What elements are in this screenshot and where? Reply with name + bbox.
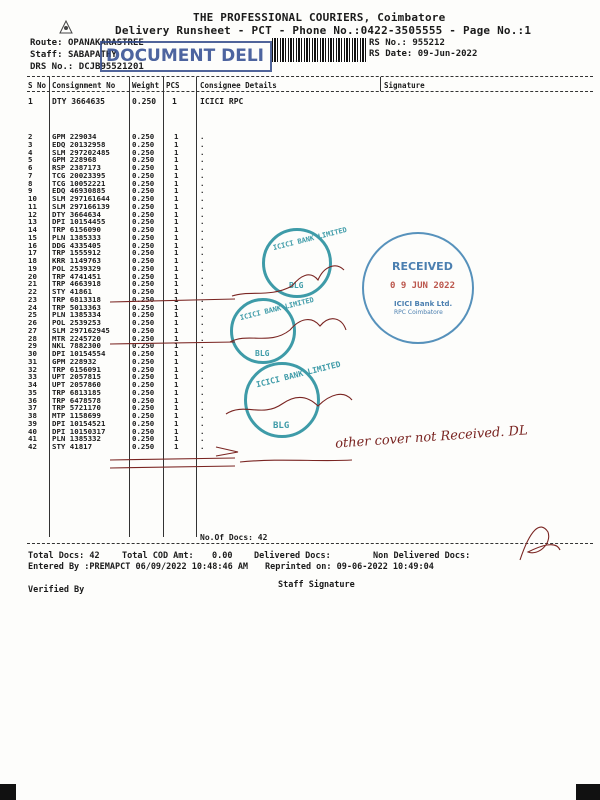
row-consignment: DPI 10150317 <box>52 426 106 436</box>
row-pcs: 1 <box>174 155 179 165</box>
row-pcs: 1 <box>174 209 179 219</box>
row-sno: 10 <box>28 194 37 203</box>
bank-stamp-1-blg: BLG <box>289 281 304 290</box>
company-name: THE PROFESSIONAL COURIERS, Coimbatore <box>193 11 446 24</box>
row-consignment: TRP 5721170 <box>52 403 101 413</box>
rs-no-value: 955212 <box>412 38 445 48</box>
row-consignee: . <box>200 263 205 273</box>
total-docs: Total Docs: 42 <box>28 551 100 561</box>
row-consignment: DPI 10154521 <box>52 418 106 428</box>
row-consignment: PLN 1385334 <box>52 310 101 320</box>
drs-label: DRS No.: <box>30 62 74 72</box>
col-consignee: Consignee Details <box>200 81 277 90</box>
signature-scribble-3 <box>226 394 352 414</box>
row-consignee: . <box>200 418 205 428</box>
row-pcs: 1 <box>174 248 179 258</box>
bank-stamp-1-text: ICICI BANK LIMITED <box>272 225 348 253</box>
row-consignment: UPT 2057860 <box>52 380 101 389</box>
row-pcs: 1 <box>174 380 179 389</box>
row-weight: 0.250 <box>132 155 155 165</box>
row-consignment: GPM 228932 <box>52 356 97 366</box>
row-consignment: DPI 10154554 <box>52 349 106 358</box>
strike-line-35 <box>110 458 235 460</box>
row-sno: 22 <box>28 287 37 296</box>
staff-value: SABAPATHY <box>67 50 117 60</box>
row-consignee: . <box>200 287 205 296</box>
row-sno: 2 <box>28 132 33 141</box>
row-consignment: RSP 2387173 <box>52 163 101 172</box>
row-sno: 16 <box>28 240 37 250</box>
row-consignment: KRR 1149763 <box>52 256 101 265</box>
no-of-docs: No.Of Docs: 42 <box>200 533 268 542</box>
row-pcs: 1 <box>174 194 179 203</box>
row-weight: 0.250 <box>132 139 155 149</box>
row-pcs: 1 <box>174 147 179 157</box>
row-pcs: 1 <box>174 372 179 382</box>
row-sno: 18 <box>28 256 37 265</box>
row-consignment: GPM 228968 <box>52 155 97 165</box>
row-consignee: . <box>200 194 205 203</box>
row-consignment: DDG 4335405 <box>52 240 101 250</box>
row-pcs: 1 <box>174 364 179 374</box>
received-stamp-date: 0 9 JUN 2022 <box>390 281 456 291</box>
row-sno: 27 <box>28 325 37 335</box>
non-delivered-docs: Non Delivered Docs: <box>373 551 471 561</box>
row-consignment: GPM 229034 <box>52 132 97 141</box>
document-delivery-stamp: DOCUMENT DELI <box>100 41 272 72</box>
row-consignee: . <box>200 186 205 196</box>
col-weight: Weight <box>132 81 160 90</box>
rs-date-value: 09-Jun-2022 <box>417 49 478 59</box>
row-consignee: . <box>200 442 205 451</box>
row-consignee: . <box>200 217 205 227</box>
handwritten-note: other cover not Received. DL <box>334 423 529 452</box>
received-stamp-org1: ICICI Bank Ltd. <box>394 300 453 308</box>
row-consignment: SLM 297166139 <box>52 201 110 211</box>
row-consignment: EDQ 46930885 <box>52 186 106 196</box>
row-sno: 24 <box>28 302 37 312</box>
row-consignment: TRP 4741451 <box>52 271 101 281</box>
row-weight: 0.250 <box>132 248 155 258</box>
row-consignment: STY 41861 <box>52 287 93 296</box>
row-consignment: TRP 6156090 <box>52 225 101 234</box>
bank-stamp-2-text: ICICI BANK LIMITED <box>239 295 315 323</box>
row-weight: 0.250 <box>132 364 155 374</box>
row-pcs: 1 <box>174 201 179 211</box>
row-consignee: . <box>200 163 205 172</box>
row-weight: 0.250 <box>132 356 155 366</box>
bank-stamp-3-text: ICICI BANK LIMITED <box>255 359 342 390</box>
total-cod-label: Total COD Amt: <box>122 551 194 561</box>
row-weight: 0.250 <box>132 256 155 265</box>
row-consignee: . <box>200 380 205 389</box>
row-weight: 0.250 <box>132 442 155 451</box>
row-weight: 0.250 <box>132 418 155 428</box>
row-weight: 0.250 <box>132 263 155 273</box>
row-sno: 32 <box>28 364 37 374</box>
row-sno: 42 <box>28 442 37 451</box>
row-sno: 25 <box>28 310 37 320</box>
row-sno: 11 <box>28 201 37 211</box>
row-consignee: . <box>200 372 205 382</box>
row-weight: 0.250 <box>132 132 155 141</box>
row-consignment: MTR 2245720 <box>52 333 101 343</box>
row-weight: 0.250 <box>132 287 155 296</box>
row-sno: 6 <box>28 163 33 172</box>
row-pcs: 1 <box>174 240 179 250</box>
row-pcs: 1 <box>174 356 179 366</box>
row-weight: 0.250 <box>132 310 155 320</box>
row-sno: 31 <box>28 356 37 366</box>
col-consignment: Consignment No <box>52 81 116 90</box>
row-pcs: 1 <box>174 434 179 444</box>
row-weight: 0.250 <box>132 194 155 203</box>
row-consignment: POL 2539329 <box>52 263 101 273</box>
row-1-consignment: DTY 3664635 <box>52 97 105 106</box>
row-consignment: SLM 297202485 <box>52 147 110 157</box>
strike-line-23 <box>110 342 235 344</box>
bank-stamp-2-blg: BLG <box>255 349 270 358</box>
row-sno: 7 <box>28 170 33 180</box>
staff-label: Staff: <box>30 50 63 60</box>
row-pcs: 1 <box>174 411 179 420</box>
row-consignee: . <box>200 201 205 211</box>
row-consignee: . <box>200 341 205 351</box>
received-stamp-title: RECEIVED <box>392 260 453 273</box>
row-consignment: TRP 6813318 <box>52 294 101 304</box>
row-sno: 40 <box>28 426 37 436</box>
row-sno: 12 <box>28 209 37 219</box>
row-weight: 0.250 <box>132 318 155 327</box>
row-weight: 0.250 <box>132 163 155 172</box>
row-weight: 0.250 <box>132 387 155 397</box>
row-sno: 15 <box>28 232 37 242</box>
row-consignment: PLN 1385333 <box>52 232 101 242</box>
row-1-consignee: ICICI RPC <box>200 97 244 106</box>
row-weight: 0.250 <box>132 349 155 358</box>
row-pcs: 1 <box>174 170 179 180</box>
row-pcs: 1 <box>174 442 179 451</box>
strike-line-19 <box>110 299 235 302</box>
row-consignment: TRP 6156091 <box>52 364 101 374</box>
row-pcs: 1 <box>174 263 179 273</box>
row-consignee: . <box>200 271 205 281</box>
row-consignee: . <box>200 240 205 250</box>
row-sno: 34 <box>28 380 37 389</box>
strike-line-36 <box>110 466 235 468</box>
received-stamp-org2: RPC Coimbatore <box>394 309 443 316</box>
row-weight: 0.250 <box>132 271 155 281</box>
row-consignee: . <box>200 139 205 149</box>
signature-scribble-1 <box>232 266 344 296</box>
row-consignee: . <box>200 294 205 304</box>
margin-signature <box>520 527 560 560</box>
row-weight: 0.250 <box>132 341 155 351</box>
row-consignee: . <box>200 333 205 343</box>
col-pcs: PCS <box>166 81 180 90</box>
runsheet-title: Delivery Runsheet - PCT - Phone No.:0422-3505555 - Page No.:1 <box>115 24 532 37</box>
row-weight: 0.250 <box>132 201 155 211</box>
row-weight: 0.250 <box>132 380 155 389</box>
row-pcs: 1 <box>174 302 179 312</box>
row-consignee: . <box>200 232 205 242</box>
row-pcs: 1 <box>174 318 179 327</box>
row-sno: 37 <box>28 403 37 413</box>
row-consignment: TCG 10052221 <box>52 178 106 188</box>
row-sno: 4 <box>28 147 33 157</box>
row-weight: 0.250 <box>132 186 155 196</box>
row-weight: 0.250 <box>132 403 155 413</box>
row-sno: 33 <box>28 372 37 382</box>
row-consignee: . <box>200 155 205 165</box>
row-consignment: MTP 1158699 <box>52 411 101 420</box>
row-consignment: SLM 297162945 <box>52 325 110 335</box>
row-consignee: . <box>200 225 205 234</box>
row-sno: 20 <box>28 271 37 281</box>
row-sno: 17 <box>28 248 37 258</box>
row-pcs: 1 <box>174 287 179 296</box>
row-1-weight: 0.250 <box>132 97 157 106</box>
row-sno: 3 <box>28 139 33 149</box>
row-consignment: TRP 6478578 <box>52 395 101 405</box>
row-weight: 0.250 <box>132 178 155 188</box>
row-pcs: 1 <box>174 325 179 335</box>
row-weight: 0.250 <box>132 302 155 312</box>
row-sno: 13 <box>28 217 37 227</box>
row-sno: 28 <box>28 333 37 343</box>
row-pcs: 1 <box>174 139 179 149</box>
row-pcs: 1 <box>174 132 179 141</box>
row-sno: 8 <box>28 178 33 188</box>
row-pcs: 1 <box>174 403 179 413</box>
rs-date-label: RS Date: <box>369 49 413 59</box>
row-sno: 9 <box>28 186 33 196</box>
row-sno: 23 <box>28 294 37 304</box>
row-pcs: 1 <box>174 217 179 227</box>
row-consignment: TRP 1555912 <box>52 248 101 258</box>
row-weight: 0.250 <box>132 294 155 304</box>
row-consignment: SLM 297161644 <box>52 194 110 203</box>
row-pcs: 1 <box>174 395 179 405</box>
row-weight: 0.250 <box>132 232 155 242</box>
row-weight: 0.250 <box>132 333 155 343</box>
row-consignment: DPI 10154455 <box>52 217 106 227</box>
row-sno: 19 <box>28 263 37 273</box>
row-weight: 0.250 <box>132 217 155 227</box>
route-value: OPANAKARASTREE <box>67 38 144 48</box>
row-weight: 0.250 <box>132 426 155 436</box>
row-pcs: 1 <box>174 333 179 343</box>
arrow-head-icon <box>216 447 238 456</box>
reprinted-on: Reprinted on: 09-06-2022 10:49:04 <box>265 562 434 572</box>
row-consignee: . <box>200 209 205 219</box>
row-pcs: 1 <box>174 349 179 358</box>
row-consignee: . <box>200 325 205 335</box>
row-weight: 0.250 <box>132 325 155 335</box>
row-consignee: . <box>200 403 205 413</box>
row-consignment: PLN 1385332 <box>52 434 101 444</box>
row-sno: 14 <box>28 225 37 234</box>
row-pcs: 1 <box>174 341 179 351</box>
row-consignee: . <box>200 356 205 366</box>
bank-stamp-3-blg: BLG <box>273 421 290 431</box>
col-sno: S No <box>28 81 47 90</box>
row-consignee: . <box>200 310 205 320</box>
row-consignee: . <box>200 395 205 405</box>
entered-by: Entered By :PREMAPCT 06/09/2022 10:48:46 AM <box>28 562 249 572</box>
row-consignment: DTY 3664634 <box>52 209 101 219</box>
row-consignee: . <box>200 387 205 397</box>
row-consignee: . <box>200 279 205 289</box>
row-weight: 0.250 <box>132 147 155 157</box>
arrow-line <box>240 460 352 462</box>
row-pcs: 1 <box>174 163 179 172</box>
row-weight: 0.250 <box>132 225 155 234</box>
delivered-docs: Delivered Docs: <box>254 551 331 561</box>
row-consignee: . <box>200 411 205 420</box>
row-1-pcs: 1 <box>172 97 177 106</box>
row-consignee: . <box>200 256 205 265</box>
row-consignment: TCG 20023395 <box>52 170 106 180</box>
row-consignee: . <box>200 426 205 436</box>
row-consignee: . <box>200 178 205 188</box>
row-consignee: . <box>200 349 205 358</box>
row-pcs: 1 <box>174 186 179 196</box>
row-sno: 38 <box>28 411 37 420</box>
row-consignment: STY 41817 <box>52 442 93 451</box>
row-consignment: TRP 6813185 <box>52 387 101 397</box>
row-sno: 30 <box>28 349 37 358</box>
col-signature: Signature <box>384 81 425 90</box>
row-pcs: 1 <box>174 178 179 188</box>
row-consignee: . <box>200 302 205 312</box>
row-pcs: 1 <box>174 279 179 289</box>
row-pcs: 1 <box>174 232 179 242</box>
row-consignment: NKL 7882300 <box>52 341 101 351</box>
row-consignment: UPT 2057815 <box>52 372 101 382</box>
row-consignee: . <box>200 318 205 327</box>
row-consignee: . <box>200 147 205 157</box>
row-sno: 35 <box>28 387 37 397</box>
drs-value: DCJB95521201 <box>78 62 144 72</box>
signature-scribble-2 <box>230 319 346 342</box>
row-pcs: 1 <box>174 426 179 436</box>
row-sno: 29 <box>28 341 37 351</box>
row-consignment: POL 2539253 <box>52 318 101 327</box>
row-consignee: . <box>200 132 205 141</box>
row-pcs: 1 <box>174 294 179 304</box>
row-sno: 21 <box>28 279 37 289</box>
route-label: Route: <box>30 38 63 48</box>
row-sno: 39 <box>28 418 37 428</box>
row-pcs: 1 <box>174 271 179 281</box>
row-consignee: . <box>200 170 205 180</box>
row-pcs: 1 <box>174 387 179 397</box>
row-sno: 26 <box>28 318 37 327</box>
row-consignee: . <box>200 364 205 374</box>
row-weight: 0.250 <box>132 209 155 219</box>
verified-by: Verified By <box>28 585 85 595</box>
scan-border <box>0 784 600 800</box>
row-weight: 0.250 <box>132 240 155 250</box>
row-sno: 36 <box>28 395 37 405</box>
row-consignee: . <box>200 248 205 258</box>
row-pcs: 1 <box>174 310 179 320</box>
total-cod-amount: 0.00 <box>212 551 233 561</box>
row-1-sno: 1 <box>28 97 33 106</box>
rs-no-label: RS No.: <box>369 38 407 48</box>
row-pcs: 1 <box>174 256 179 265</box>
staff-signature: Staff Signature <box>278 580 355 590</box>
row-pcs: 1 <box>174 418 179 428</box>
row-weight: 0.250 <box>132 170 155 180</box>
row-weight: 0.250 <box>132 372 155 382</box>
row-consignment: EDQ 20132958 <box>52 139 106 149</box>
row-consignment: TRP 4663918 <box>52 279 101 289</box>
row-sno: 5 <box>28 155 33 165</box>
row-pcs: 1 <box>174 225 179 234</box>
row-weight: 0.250 <box>132 279 155 289</box>
row-weight: 0.250 <box>132 434 155 444</box>
row-weight: 0.250 <box>132 411 155 420</box>
row-sno: 41 <box>28 434 37 444</box>
row-weight: 0.250 <box>132 395 155 405</box>
row-consignment: TRP 5013363 <box>52 302 101 312</box>
row-consignee: . <box>200 434 205 444</box>
